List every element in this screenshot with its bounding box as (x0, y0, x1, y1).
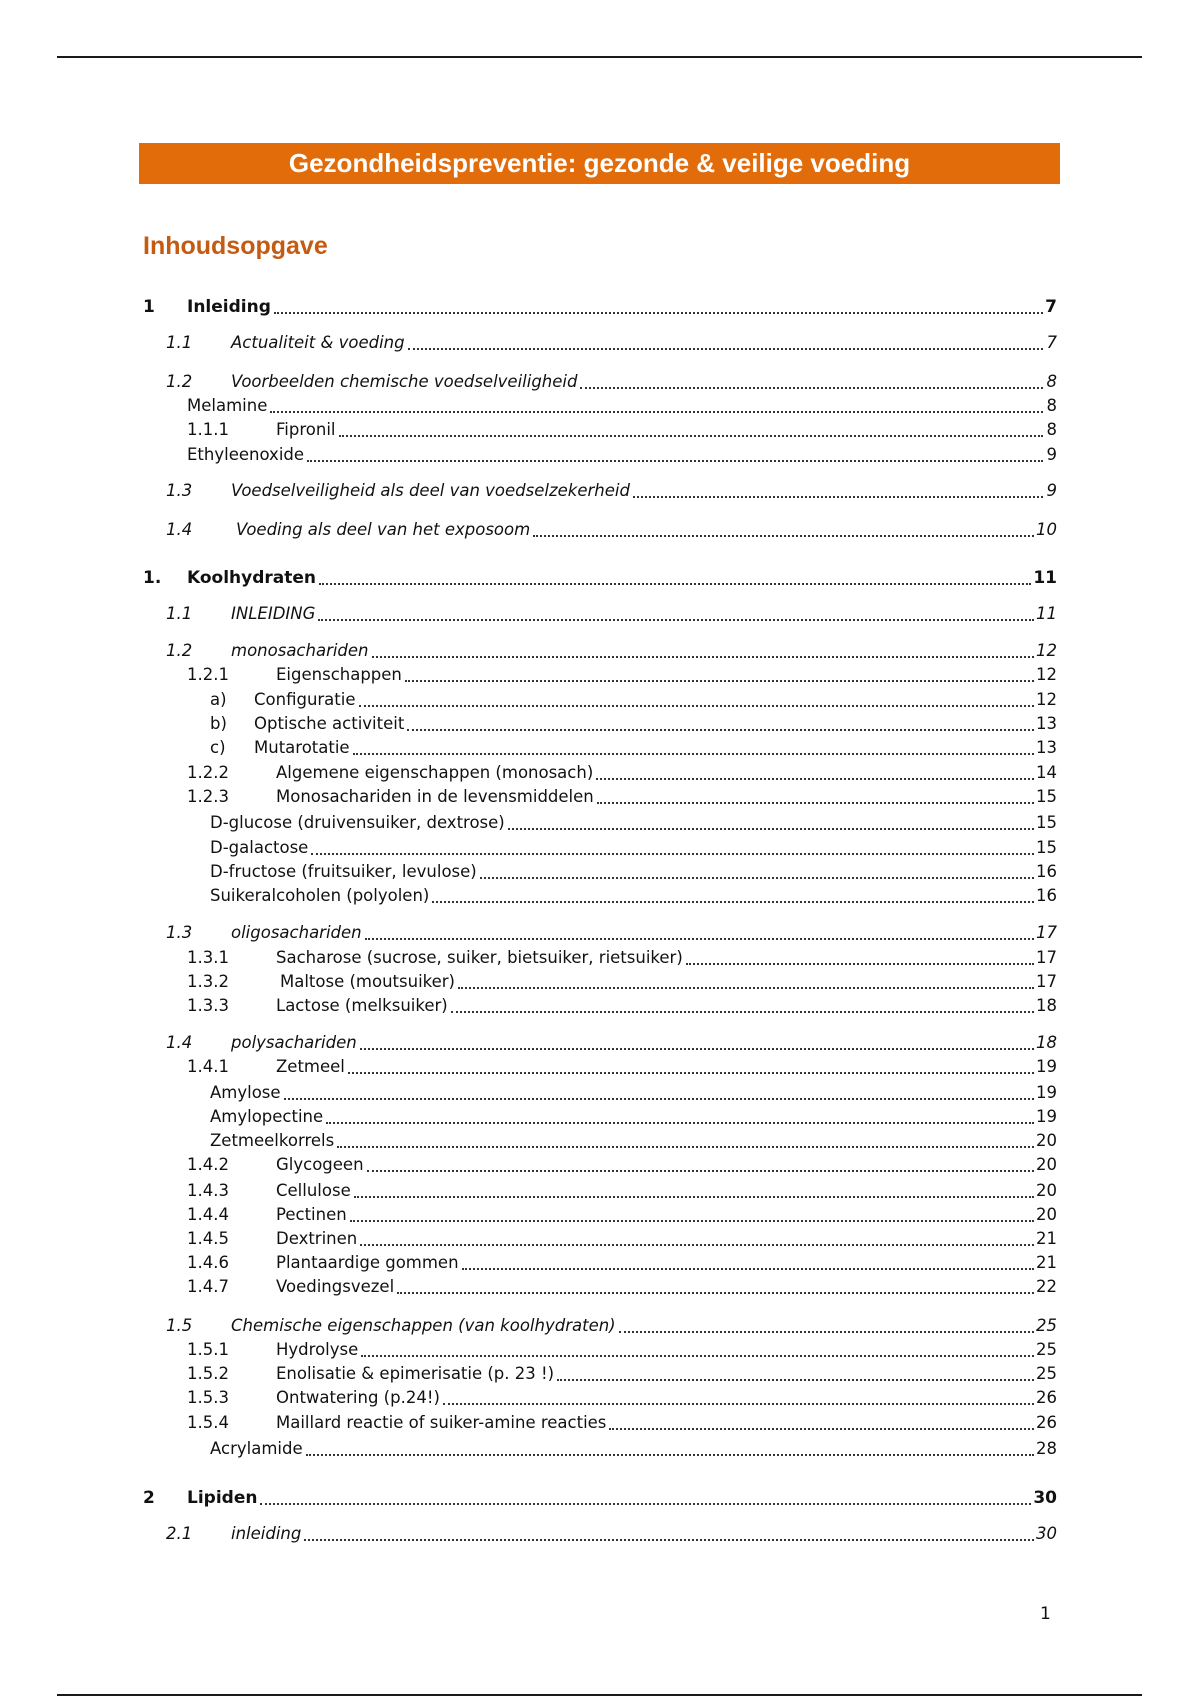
toc-entry-page: 9 (1046, 445, 1057, 464)
toc-entry[interactable] (166, 921, 1057, 945)
toc-entry-number: 1.1.1 (187, 420, 229, 439)
toc-entry-number: 1.4.6 (187, 1253, 229, 1272)
toc-entry-number: 1.4 (166, 520, 193, 539)
toc-entry-page: 14 (1036, 763, 1057, 782)
document-title: Gezondheidspreventie: gezonde & veilige voeding (288, 148, 911, 178)
toc-entry-title: Inleiding (187, 297, 271, 317)
toc-entry[interactable] (143, 1486, 1057, 1510)
toc-entry-number: 1 (143, 297, 155, 317)
toc-entry-number: a) (210, 690, 227, 709)
toc-dot-leader (480, 860, 1036, 884)
toc-entry-title: Plantaardige gommen (276, 1253, 459, 1272)
toc-entry-title: polysachariden (231, 1033, 357, 1052)
toc-entry-title: Lactose (melksuiker) (276, 996, 448, 1015)
toc-dot-leader (348, 1055, 1036, 1079)
toc-dot-leader (508, 811, 1036, 835)
toc-entry-number: 1.4.4 (187, 1205, 229, 1224)
toc-entry[interactable] (166, 1314, 1057, 1338)
toc-dot-leader (633, 479, 1045, 503)
toc-entry[interactable] (187, 418, 1057, 442)
toc-entry[interactable] (166, 370, 1057, 394)
toc-dot-leader (405, 663, 1036, 687)
toc-dot-leader (326, 1105, 1036, 1129)
toc-entry-title: Zetmeelkorrels (210, 1131, 335, 1150)
toc-entry-page: 11 (1036, 604, 1057, 623)
toc-dot-leader (365, 921, 1036, 945)
toc-entry-title: Monosachariden in de levensmiddelen (276, 787, 594, 806)
toc-entry-title: Maillard reactie of suiker-amine reacties (276, 1413, 607, 1432)
toc-dot-leader (274, 295, 1045, 319)
toc-entry-title: Hydrolyse (276, 1340, 359, 1359)
toc-entry[interactable] (210, 811, 1057, 835)
toc-entry-title: monosachariden (231, 641, 369, 660)
toc-entry-page: 25 (1036, 1316, 1057, 1335)
toc-entry-page: 7 (1045, 297, 1057, 317)
toc-entry[interactable] (187, 1338, 1057, 1362)
toc-entry-title: Ethyleenoxide (187, 445, 305, 464)
toc-entry-title: Fipronil (276, 420, 336, 439)
toc-entry[interactable] (166, 602, 1057, 626)
toc-entry[interactable] (187, 1179, 1057, 1203)
toc-entry-page: 18 (1036, 996, 1057, 1015)
toc-dot-leader (304, 1522, 1036, 1546)
toc-entry-page: 12 (1036, 665, 1057, 684)
toc-entry-title: Voorbeelden chemische voedselveiligheid (231, 372, 578, 391)
toc-entry-title: Voedselveiligheid als deel van voedselzekerheid (231, 481, 630, 500)
toc-entry-page: 12 (1036, 690, 1057, 709)
toc-dot-leader (462, 1251, 1036, 1275)
toc-entry[interactable] (187, 663, 1057, 687)
toc-entry-number: 1.3.2 (187, 972, 229, 991)
toc-dot-leader (284, 1081, 1036, 1105)
toc-entry[interactable] (187, 1055, 1057, 1079)
toc-entry[interactable] (166, 639, 1057, 663)
toc-dot-leader (361, 1338, 1036, 1362)
toc-entry[interactable] (143, 295, 1057, 319)
toc-entry-title: Voedingsvezel (276, 1277, 395, 1296)
toc-entry[interactable] (166, 479, 1057, 503)
toc-entry[interactable] (187, 1411, 1057, 1435)
toc-entry-page: 20 (1036, 1205, 1057, 1224)
toc-entry-title: Eigenschappen (276, 665, 402, 684)
toc-entry-number: 1.3.3 (187, 996, 229, 1015)
toc-entry-page: 20 (1036, 1131, 1057, 1150)
toc-entry-page: 15 (1036, 813, 1057, 832)
toc-entry-number: 2 (143, 1488, 155, 1508)
toc-entry-number: 1.3 (166, 481, 193, 500)
toc-dot-leader (350, 1203, 1036, 1227)
toc-entry-title: INLEIDING (231, 604, 316, 623)
toc-entry-title: Enolisatie & epimerisatie (p. 23 !) (276, 1364, 555, 1383)
toc-entry-page: 12 (1036, 641, 1057, 660)
toc-entry[interactable] (187, 1227, 1057, 1251)
toc-entry[interactable] (210, 736, 1057, 760)
toc-entry-number: 1.4 (166, 1033, 193, 1052)
toc-entry-page: 8 (1046, 396, 1057, 415)
toc-dot-leader (360, 1031, 1036, 1055)
toc-dot-leader (319, 566, 1033, 590)
toc-entry-title: Dextrinen (276, 1229, 358, 1248)
toc-entry-number: 1.4.7 (187, 1277, 229, 1296)
toc-entry[interactable] (187, 1275, 1057, 1299)
toc-entry-number: 1.3.1 (187, 948, 229, 967)
toc-entry[interactable] (187, 946, 1057, 970)
toc-entry-title: Maltose (moutsuiker) (280, 972, 455, 991)
toc-entry[interactable] (187, 1386, 1057, 1410)
toc-entry[interactable] (166, 1522, 1057, 1546)
toc-entry-number: 1.1 (166, 604, 193, 623)
toc-dot-leader (354, 1179, 1036, 1203)
toc-entry-page: 9 (1046, 481, 1057, 500)
toc-entry-title: Chemische eigenschappen (van koolhydraten) (231, 1316, 616, 1335)
toc-entry-title: Voeding als deel van het exposoom (236, 520, 531, 539)
toc-entry[interactable] (166, 1031, 1057, 1055)
toc-entry[interactable] (210, 884, 1057, 908)
toc-entry-page: 15 (1036, 787, 1057, 806)
toc-dot-leader (359, 688, 1037, 712)
toc-entry-title: Sacharose (sucrose, suiker, bietsuiker, rietsuiker) (276, 948, 683, 967)
toc-entry-title: Melamine (187, 396, 268, 415)
toc-dot-leader (318, 602, 1036, 626)
toc-entry-page: 17 (1036, 923, 1057, 942)
toc-entry-number: 1.2.3 (187, 787, 229, 806)
toc-dot-leader (533, 518, 1036, 542)
toc-entry-page: 28 (1036, 1439, 1057, 1458)
toc-entry-title: Pectinen (276, 1205, 347, 1224)
toc-entry-number: 1.2 (166, 372, 193, 391)
toc-dot-leader (557, 1362, 1036, 1386)
toc-entry-page: 21 (1036, 1253, 1057, 1272)
toc-dot-leader (596, 761, 1036, 785)
toc-dot-leader (306, 1437, 1036, 1461)
toc-entry-number: 1.3 (166, 923, 193, 942)
toc-entry[interactable] (210, 1105, 1057, 1129)
toc-entry[interactable] (187, 785, 1057, 809)
toc-dot-leader (580, 370, 1045, 394)
toc-entry-page: 30 (1033, 1488, 1057, 1508)
toc-entry-page: 17 (1036, 948, 1057, 967)
toc-entry-title: Lipiden (187, 1488, 258, 1508)
toc-dot-leader (609, 1411, 1036, 1435)
toc-entry-page: 15 (1036, 838, 1057, 857)
toc-entry[interactable] (210, 860, 1057, 884)
toc-entry-page: 19 (1036, 1057, 1057, 1076)
toc-entry-page: 13 (1036, 714, 1057, 733)
toc-entry-title: D-galactose (210, 838, 309, 857)
toc-entry[interactable] (210, 688, 1057, 712)
toc-entry-title: Acrylamide (210, 1439, 303, 1458)
toc-entry-title: Amylopectine (210, 1107, 324, 1126)
toc-entry-number: 1.5.1 (187, 1340, 229, 1359)
toc-dot-leader (307, 443, 1045, 467)
toc-entry-number: 2.1 (166, 1524, 193, 1543)
toc-dot-leader (458, 970, 1036, 994)
toc-entry-number: 1.2 (166, 641, 193, 660)
toc-entry-page: 20 (1036, 1155, 1057, 1174)
toc-dot-leader (619, 1314, 1036, 1338)
toc-entry[interactable] (210, 1437, 1057, 1461)
toc-dot-leader (372, 639, 1036, 663)
toc-entry-title: Glycogeen (276, 1155, 364, 1174)
toc-entry-title: Amylose (210, 1083, 281, 1102)
toc-entry-page: 18 (1036, 1033, 1057, 1052)
toc-entry-page: 22 (1036, 1277, 1057, 1296)
toc-dot-leader (367, 1153, 1036, 1177)
toc-entry-title: Ontwatering (p.24!) (276, 1388, 440, 1407)
toc-dot-leader (337, 1129, 1036, 1153)
toc-entry-number: 1. (143, 568, 162, 588)
toc-entry[interactable] (187, 394, 1057, 418)
toc-entry-number: 1.2.1 (187, 665, 229, 684)
toc-dot-leader (597, 785, 1036, 809)
toc-entry-page: 10 (1036, 520, 1057, 539)
toc-entry-number: 1.4.5 (187, 1229, 229, 1248)
toc-entry-page: 13 (1036, 738, 1057, 757)
toc-entry-number: 1.5.3 (187, 1388, 229, 1407)
toc-entry[interactable] (187, 1251, 1057, 1275)
toc-dot-leader (260, 1486, 1033, 1510)
toc-entry[interactable] (210, 836, 1057, 860)
toc-entry[interactable] (187, 970, 1057, 994)
toc-dot-leader (443, 1386, 1036, 1410)
toc-entry-number: 1.5.2 (187, 1364, 229, 1383)
toc-entry-page: 7 (1046, 333, 1057, 352)
toc-entry-page: 8 (1046, 420, 1057, 439)
toc-entry-title: Suikeralcoholen (polyolen) (210, 886, 430, 905)
toc-entry-number: 1.4.3 (187, 1181, 229, 1200)
toc-entry-page: 26 (1036, 1388, 1057, 1407)
toc-dot-leader (686, 946, 1036, 970)
toc-entry[interactable] (187, 1153, 1057, 1177)
bottom-rule (57, 1694, 1142, 1696)
toc-entry-title: inleiding (231, 1524, 302, 1543)
toc-entry-number: c) (210, 738, 226, 757)
toc-entry-page: 26 (1036, 1413, 1057, 1432)
toc-entry-title: Mutarotatie (254, 738, 350, 757)
toc-dot-leader (451, 994, 1036, 1018)
toc-entry-title: D-fructose (fruitsuiker, levulose) (210, 862, 477, 881)
toc-dot-leader (311, 836, 1036, 860)
toc-entry[interactable] (166, 518, 1057, 542)
page-number: 1 (1040, 1604, 1051, 1624)
toc-entry-number: 1.4.2 (187, 1155, 229, 1174)
toc-entry-page: 19 (1036, 1107, 1057, 1126)
toc-entry-title: Actualiteit & voeding (231, 333, 405, 352)
toc-entry-number: b) (210, 714, 227, 733)
toc-entry-page: 16 (1036, 886, 1057, 905)
toc-entry-number: 1.1 (166, 333, 193, 352)
toc-entry[interactable] (143, 566, 1057, 590)
toc-dot-leader (360, 1227, 1036, 1251)
toc-entry[interactable] (187, 1203, 1057, 1227)
toc-entry-number: 1.5 (166, 1316, 193, 1335)
toc-entry-page: 25 (1036, 1364, 1057, 1383)
toc-heading: Inhoudsopgave (143, 232, 328, 260)
toc-entry-title: Koolhydraten (187, 568, 317, 588)
toc-entry[interactable] (210, 712, 1057, 736)
toc-entry-page: 11 (1033, 568, 1057, 588)
toc-entry[interactable] (187, 761, 1057, 785)
toc-dot-leader (270, 394, 1045, 418)
toc-entry-number: 1.5.4 (187, 1413, 229, 1432)
toc-entry-title: Configuratie (254, 690, 356, 709)
toc-entry-title: Cellulose (276, 1181, 351, 1200)
toc-entry[interactable] (210, 1129, 1057, 1153)
toc-dot-leader (407, 712, 1036, 736)
toc-dot-leader (432, 884, 1036, 908)
toc-entry-page: 30 (1036, 1524, 1057, 1543)
toc-entry-page: 20 (1036, 1181, 1057, 1200)
toc-entry[interactable] (210, 1081, 1057, 1105)
toc-entry-page: 8 (1046, 372, 1057, 391)
toc-entry-page: 21 (1036, 1229, 1057, 1248)
toc-entry-page: 19 (1036, 1083, 1057, 1102)
toc-entry-title: D-glucose (druivensuiker, dextrose) (210, 813, 505, 832)
toc-entry[interactable] (187, 1362, 1057, 1386)
toc-entry-title: Zetmeel (276, 1057, 345, 1076)
toc-entry-page: 16 (1036, 862, 1057, 881)
toc-dot-leader (408, 331, 1045, 355)
toc-dot-leader (397, 1275, 1036, 1299)
toc-dot-leader (353, 736, 1036, 760)
toc-entry[interactable] (166, 331, 1057, 355)
toc-entry-title: oligosachariden (231, 923, 362, 942)
toc-entry-page: 25 (1036, 1340, 1057, 1359)
toc-entry-number: 1.4.1 (187, 1057, 229, 1076)
toc-entry-page: 17 (1036, 972, 1057, 991)
toc-dot-leader (339, 418, 1046, 442)
toc-entry-number: 1.2.2 (187, 763, 229, 782)
toc-entry-title: Algemene eigenschappen (monosach) (276, 763, 594, 782)
toc-entry-title: Optische activiteit (254, 714, 405, 733)
toc-entry[interactable] (187, 443, 1057, 467)
toc-entry[interactable] (187, 994, 1057, 1018)
